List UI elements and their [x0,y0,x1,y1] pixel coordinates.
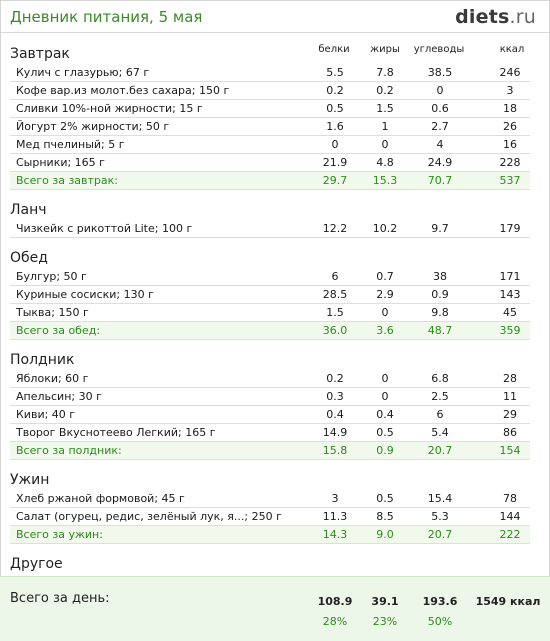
food-protein: 1.6 [326,120,344,133]
food-name: Киви; 40 г [16,408,76,421]
food-name: Булгур; 50 г [16,270,87,283]
food-fat: 1.5 [376,102,394,115]
food-kcal: 16 [503,138,517,151]
food-row[interactable] [10,370,530,388]
total-carbs: 70.7 [427,174,453,187]
meal-title: Ужин [10,472,50,488]
food-kcal: 45 [503,306,517,319]
day-total-protein: 108.9 [317,595,353,608]
food-protein: 11.3 [322,510,348,523]
day-total-carbs: 193.6 [422,595,458,608]
food-name: Йогурт 2% жирности; 50 г [16,120,170,133]
meal-total-row [10,322,530,340]
meal-total-label: Всего за полдник: [16,444,122,457]
food-row[interactable] [10,268,530,286]
food-name: Яблоки; 60 г [16,372,89,385]
food-kcal: 179 [499,222,521,235]
food-name: Салат (огурец, редис, зелёный лук, я...; 250 г [16,510,282,523]
total-kcal: 154 [499,444,521,457]
day-protein-percent: 28% [322,615,348,628]
food-carbs: 0 [436,84,444,97]
food-carbs: 5.4 [431,426,449,439]
food-name: Куриные сосиски; 130 г [16,288,154,301]
meal-total-label: Всего за обед: [16,324,101,337]
food-fat: 4.8 [376,156,394,169]
food-fat: 10.2 [372,222,398,235]
food-kcal: 246 [499,66,521,79]
food-carbs: 38 [433,270,447,283]
food-fat: 0 [381,372,389,385]
total-kcal: 537 [499,174,521,187]
food-protein: 0.2 [326,372,344,385]
food-protein: 28.5 [322,288,348,301]
food-row[interactable] [10,154,530,172]
food-kcal: 18 [503,102,517,115]
food-row[interactable] [10,220,530,238]
food-carbs: 5.3 [431,510,449,523]
food-fat: 8.5 [376,510,394,523]
food-fat: 7.8 [376,66,394,79]
food-name: Апельсин; 30 г [16,390,102,403]
meal-title: Завтрак [10,46,70,62]
meal-title: Обед [10,250,48,266]
food-fat: 0.5 [376,492,394,505]
food-name: Тыква; 150 г [16,306,89,319]
food-row[interactable] [10,118,530,136]
food-carbs: 0.6 [431,102,449,115]
food-name: Хлеб ржаной формовой; 45 г [16,492,185,505]
food-protein: 14.9 [322,426,348,439]
food-carbs: 2.5 [431,390,449,403]
food-protein: 1.5 [326,306,344,319]
food-fat: 1 [381,120,389,133]
food-row[interactable] [10,100,530,118]
food-kcal: 78 [503,492,517,505]
food-carbs: 4 [436,138,444,151]
food-protein: 6 [331,270,339,283]
food-fat: 0 [381,390,389,403]
food-kcal: 228 [499,156,521,169]
logo-main: diets [455,6,510,28]
total-carbs: 20.7 [427,528,453,541]
total-fat: 15.3 [372,174,398,187]
total-fat: 9.0 [376,528,394,541]
food-name: Кулич с глазурью; 67 г [16,66,150,79]
day-total-kcal: 1549 ккал [475,595,541,608]
food-protein: 21.9 [322,156,348,169]
food-carbs: 0.9 [431,288,449,301]
food-row[interactable] [10,490,530,508]
food-protein: 3 [331,492,339,505]
food-row[interactable] [10,304,530,322]
col-kcal: ккал [499,44,525,55]
total-carbs: 20.7 [427,444,453,457]
total-protein: 36.0 [322,324,348,337]
food-protein: 0.4 [326,408,344,421]
food-protein: 5.5 [326,66,344,79]
page-title: Дневник питания, 5 мая [10,8,203,26]
header-divider [0,32,550,33]
meal-title: Полдник [10,352,75,368]
food-name: Сливки 10%-ной жирности; 15 г [16,102,203,115]
column-headers [0,44,550,62]
day-carbs-percent: 50% [427,615,453,628]
food-row[interactable] [10,406,530,424]
food-row[interactable] [10,82,530,100]
total-protein: 15.8 [322,444,348,457]
food-fat: 0.5 [376,426,394,439]
food-carbs: 9.8 [431,306,449,319]
food-row[interactable] [10,508,530,526]
day-total-label: Всего за день: [10,591,110,606]
food-name: Творог Вкуснотеево Легкий; 165 г [16,426,216,439]
food-kcal: 143 [499,288,521,301]
col-fat: жиры [370,44,400,55]
food-protein: 0 [331,138,339,151]
food-fat: 2.9 [376,288,394,301]
day-total-panel [0,576,550,641]
food-carbs: 9.7 [431,222,449,235]
meal-total-label: Всего за завтрак: [16,174,119,187]
page-header [10,6,540,32]
food-row[interactable] [10,424,530,442]
total-protein: 14.3 [322,528,348,541]
food-carbs: 6.8 [431,372,449,385]
food-row[interactable] [10,64,530,82]
food-protein: 0.5 [326,102,344,115]
total-fat: 3.6 [376,324,394,337]
food-kcal: 171 [499,270,521,283]
logo-tld: .ru [509,6,536,28]
food-protein: 0.3 [326,390,344,403]
food-kcal: 11 [503,390,517,403]
meal-total-row [10,526,530,544]
food-carbs: 24.9 [427,156,453,169]
food-fat: 0.4 [376,408,394,421]
day-fat-percent: 23% [372,615,398,628]
food-row[interactable] [10,286,530,304]
food-name: Мед пчелиный; 5 г [16,138,125,151]
food-row[interactable] [10,136,530,154]
food-name: Чизкейк с рикоттой Lite; 100 г [16,222,193,235]
total-kcal: 359 [499,324,521,337]
food-protein: 0.2 [326,84,344,97]
food-carbs: 15.4 [427,492,453,505]
meal-title: Ланч [10,202,47,218]
food-fat: 0 [381,306,389,319]
food-kcal: 86 [503,426,517,439]
food-kcal: 3 [506,84,514,97]
food-carbs: 38.5 [427,66,453,79]
food-fat: 0.7 [376,270,394,283]
total-kcal: 222 [499,528,521,541]
meal-total-label: Всего за ужин: [16,528,103,541]
food-row[interactable] [10,388,530,406]
food-kcal: 28 [503,372,517,385]
food-carbs: 6 [436,408,444,421]
meal-total-row [10,172,530,190]
site-logo[interactable] [455,6,536,28]
food-name: Кофе вар.из молот.без сахара; 150 г [16,84,230,97]
day-total-fat: 39.1 [371,595,399,608]
food-carbs: 2.7 [431,120,449,133]
food-fat: 0 [381,138,389,151]
col-carbs: углеводы [413,44,465,55]
total-protein: 29.7 [322,174,348,187]
meal-total-row [10,442,530,460]
meal-title: Другое [10,556,63,572]
total-carbs: 48.7 [427,324,453,337]
food-protein: 12.2 [322,222,348,235]
food-kcal: 29 [503,408,517,421]
food-fat: 0.2 [376,84,394,97]
food-name: Сырники; 165 г [16,156,105,169]
food-kcal: 26 [503,120,517,133]
food-kcal: 144 [499,510,521,523]
col-protein: белки [318,44,350,55]
total-fat: 0.9 [376,444,394,457]
